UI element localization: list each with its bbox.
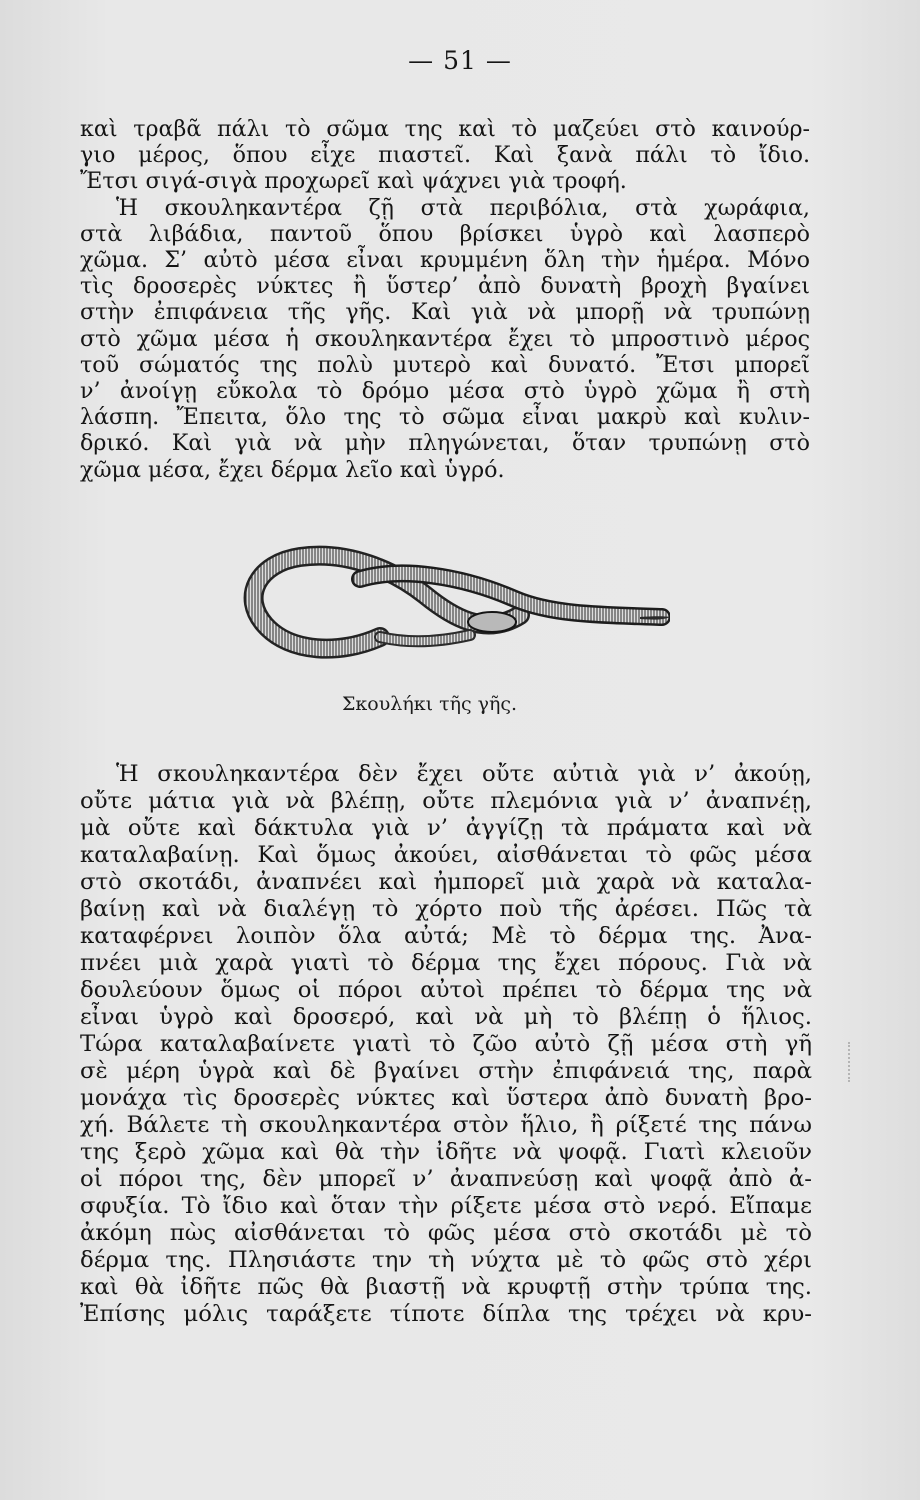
paper-mark <box>848 1042 866 1082</box>
text-line: χῶμα μέσα, ἔχει δέρμα λεῖο καὶ ὑγρό. <box>80 456 505 483</box>
text-line: πνέει μιὰ χαρὰ γιατὶ τὸ δέρμα της ἔχει πόρους. Γιὰ νὰ <box>80 950 812 976</box>
figure-caption: Σκουλήκι τῆς γῆς. <box>342 693 518 715</box>
earthworm-illustration <box>230 545 670 700</box>
text-line: σφυξία. Τὸ ἴδιο καὶ ὅταν τὴν ρίξετε μέσα στὸ νερό. Εἴπαμε <box>80 1193 812 1219</box>
text-line: καὶ τραβᾶ πάλι τὸ σῶμα της καὶ τὸ μαζεύει στὸ καινούρ- <box>80 116 810 142</box>
text-line: καὶ θὰ ἰδῆτε πῶς θὰ βιαστῇ νὰ κρυφτῇ στὴν τρύπα της. <box>80 1274 812 1300</box>
page-number: — 51 — <box>408 46 512 75</box>
lower-paragraphs <box>80 761 812 1328</box>
text-line: στὸ σκοτάδι, ἀναπνέει καὶ ἠμπορεῖ μιὰ χαρὰ νὰ καταλα- <box>80 869 812 895</box>
top-paragraphs <box>80 116 810 483</box>
text-line: μὰ οὔτε καὶ δάκτυλα γιὰ ν’ ἀγγίζῃ τὰ πράματα καὶ νὰ <box>80 815 812 841</box>
text-line: ν’ ἀνοίγῃ εὔκολα τὸ δρόμο μέσα στὸ ὑγρὸ χῶμα ἢ στὴ <box>80 378 810 405</box>
text-line: καταφέρνει λοιπὸν ὅλα αὐτά; Μὲ τὸ δέρμα της. Ἀνα- <box>80 923 812 949</box>
text-line: γιο μέρος, ὅπου εἶχε πιαστεῖ. Καὶ ξανὰ πάλι τὸ ἴδιο. <box>80 142 810 169</box>
text-line: τὶς δροσερὲς νύκτες ἢ ὕστερ’ ἀπὸ δυνατὴ βροχὴ βγαίνει <box>80 273 810 300</box>
text-line: μονάχα τὶς δροσερὲς νύκτες καὶ ὕστερα ἀπὸ δυνατὴ βρο- <box>80 1085 812 1111</box>
text-line: στὴν ἐπιφάνεια τῆς γῆς. Καὶ γιὰ νὰ μπορῇ νὰ τρυπώνῃ <box>80 299 810 326</box>
text-line: σὲ μέρη ὑγρὰ καὶ δὲ βγαίνει στὴν ἐπιφάνειά της, παρὰ <box>80 1058 812 1084</box>
text-line: Ἡ σκουληκαντέρα ζῇ στὰ περιβόλια, στὰ χωράφια, <box>116 194 810 221</box>
text-line: εἶναι ὑγρὸ καὶ δροσερό, καὶ νὰ μὴ τὸ βλέπῃ ὁ ἥλιος. <box>80 1004 812 1030</box>
text-line: δουλεύουν ὅμως οἱ πόροι αὐτοὶ πρέπει τὸ δέρμα της νὰ <box>80 977 812 1003</box>
text-line: οὔτε μάτια γιὰ νὰ βλέπῃ, οὔτε πλεμόνια γιὰ ν’ ἀναπνέῃ, <box>80 788 812 814</box>
text-line: δέρμα της. Πλησιάστε την τὴ νύχτα μὲ τὸ φῶς στὸ χέρι <box>80 1247 812 1273</box>
text-line: Ἐπίσης μόλις ταράξετε τίποτε δίπλα της τρέχει νὰ κρυ- <box>80 1301 812 1327</box>
text-line: καταλαβαίνῃ. Καὶ ὅμως ἀκούει, αἰσθάνεται τὸ φῶς μέσα <box>80 842 812 868</box>
text-line: Ἡ σκουληκαντέρα δὲν ἔχει οὔτε αὐτιὰ γιὰ ν’ ἀκούῃ, <box>116 761 812 787</box>
text-line: οἱ πόροι της, δὲν μπορεῖ ν’ ἀναπνεύσῃ καὶ ψοφᾷ ἀπὸ ἀ- <box>80 1166 812 1192</box>
text-line: χῶμα. Σ’ αὐτὸ μέσα εἶναι κρυμμένη ὅλη τὴν ἡμέρα. Μόνο <box>80 247 810 274</box>
text-line: στὰ λιβάδια, παντοῦ ὅπου βρίσκει ὑγρὸ καὶ λασπερὸ <box>80 220 810 247</box>
text-line: της ξερὸ χῶμα καὶ θὰ τὴν ἰδῆτε νὰ ψοφᾷ. Γιατὶ κλειοῦν <box>80 1139 812 1165</box>
text-line: στὸ χῶμα μέσα ἡ σκουληκαντέρα ἔχει τὸ μπροστινὸ μέρος <box>80 325 810 352</box>
text-line: Ἔτσι σιγά-σιγὰ προχωρεῖ καὶ ψάχνει γιὰ τροφή. <box>80 168 627 195</box>
text-line: ἀκόμη πὼς αἰσθάνεται τὸ φῶς μέσα στὸ σκοτάδι μὲ τὸ <box>80 1220 812 1246</box>
text-line: βαίνῃ καὶ νὰ διαλέγῃ τὸ χόρτο ποὺ τῆς ἀρέσει. Πῶς τὰ <box>80 896 812 922</box>
text-line: τοῦ σώματός της πολὺ μυτερὸ καὶ δυνατό. Ἔτσι μπορεῖ <box>80 351 810 378</box>
text-line: Τώρα καταλαβαίνετε γιατὶ τὸ ζῶο αὐτὸ ζῇ μέσα στὴ γῆ <box>80 1031 812 1057</box>
text-line: χή. Βάλετε τὴ σκουληκαντέρα στὸν ἥλιο, ἢ ρίξετέ της πάνω <box>80 1112 812 1138</box>
text-line: δρικό. Καὶ γιὰ νὰ μὴν πληγώνεται, ὅταν τρυπώνῃ στὸ <box>80 430 810 457</box>
text-line: λάσπη. Ἔπειτα, ὅλο της τὸ σῶμα εἶναι μακρὺ καὶ κυλιν- <box>80 404 810 431</box>
